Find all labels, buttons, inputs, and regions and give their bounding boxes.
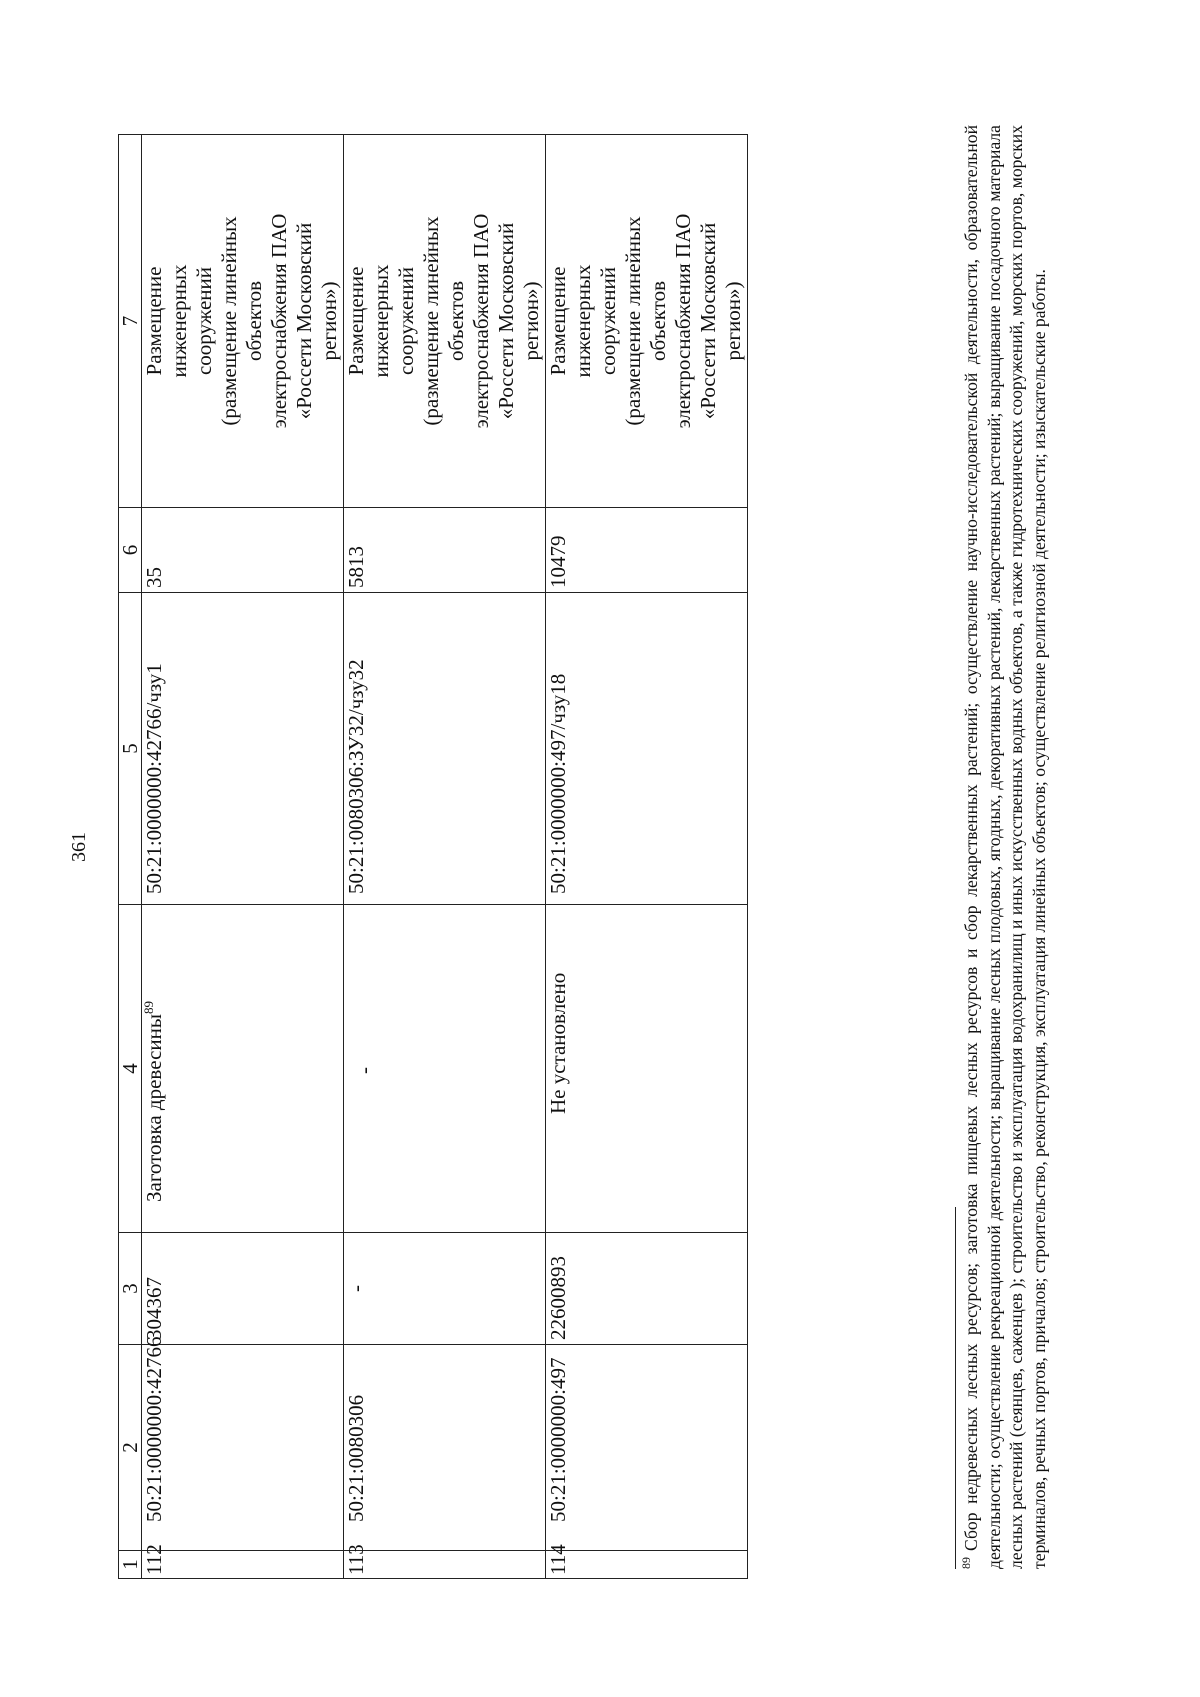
plot-area: -: [344, 1233, 546, 1345]
footnote: [960, 125, 1050, 1569]
purpose-line: регион»): [317, 281, 341, 361]
column-header: 3: [119, 1233, 142, 1345]
purpose-line: инженерных: [369, 264, 393, 378]
purpose-line: электроснабжения ПАО: [671, 213, 695, 429]
row-number: 113: [344, 1551, 546, 1579]
land-plots-table: [118, 134, 748, 1579]
use-type: [344, 905, 546, 1233]
table-header-row: [119, 135, 142, 1579]
purpose-line: электроснабжения ПАО: [267, 213, 291, 429]
column-header: 5: [119, 593, 142, 905]
column-header: 7: [119, 135, 142, 508]
plot-area: 304367: [142, 1233, 344, 1345]
part-number: 50:21:0000000:497/чзу18: [546, 593, 748, 905]
purpose-line: «Россети Московский: [696, 222, 720, 420]
use-type-text: Не установлено: [546, 972, 570, 1114]
footnote-reference: 89: [141, 1001, 156, 1015]
column-header: 2: [119, 1345, 142, 1551]
purpose-line: сооружений: [192, 266, 216, 376]
plot-area: 22600893: [546, 1233, 748, 1345]
purpose-line: электроснабжения ПАО: [469, 213, 493, 429]
purpose-line: сооружений: [394, 266, 418, 376]
part-area: 10479: [546, 508, 748, 593]
part-number: 50:21:0080306:ЗУ32/чзу32: [344, 593, 546, 905]
cadastral-number: 50:21:0000000:42766: [142, 1345, 344, 1551]
purpose: [344, 135, 546, 508]
purpose-line: «Россети Московский: [494, 222, 518, 420]
purpose: [546, 135, 748, 508]
column-header: 4: [119, 905, 142, 1233]
table-row: [142, 135, 344, 1579]
use-type-text: Заготовка древесины: [142, 1014, 166, 1202]
table-row: [546, 135, 748, 1579]
purpose-line: Размещение: [344, 266, 368, 376]
column-header: 1: [119, 1551, 142, 1579]
purpose-line: (размещение линейных: [217, 216, 241, 426]
footnote-text: Сбор недревесных лесных ресурсов; заготовка пищевых лесных ресурсов и сбор лекарственных растений; осуществление научно-исследовательской деятельности, образовательной деятельности; осуществление рекреационной деятельности; выращивание лесных плодовых, ягодных, декоративных растений, лекарственных растений; выращивание посадочного материала лесных растений (сеянцев, саженцев ); строительство и эксплуатация водохранилищ и иных искусственных водных объектов, а также гидротехнических сооружений, морских портов, морских терминалов, речных портов, причалов; строительство, реконструкция, эксплуатация линейных объектов; осуществление религиозной деятельности; изыскательские работы.: [961, 125, 1049, 1569]
footnote-separator: [955, 1207, 956, 1569]
purpose-line: «Россети Московский: [292, 222, 316, 420]
page-number: 361: [68, 832, 90, 862]
purpose: [142, 135, 344, 508]
footnote-marker: 89: [959, 1557, 974, 1569]
purpose-line: регион»): [721, 281, 745, 361]
purpose-line: регион»): [519, 281, 543, 361]
purpose-line: (размещение линейных: [621, 216, 645, 426]
purpose-line: Размещение: [546, 266, 570, 376]
purpose-line: инженерных: [167, 264, 191, 378]
row-number: 112: [142, 1551, 344, 1579]
purpose-line: объектов: [444, 280, 468, 362]
cadastral-number: 50:21:0000000:497: [546, 1345, 748, 1551]
column-header: 6: [119, 508, 142, 593]
purpose-line: объектов: [646, 280, 670, 362]
part-area: 35: [142, 508, 344, 593]
purpose-line: инженерных: [571, 264, 595, 378]
table-row: [344, 135, 546, 1579]
row-number: 114: [546, 1551, 748, 1579]
purpose-line: Размещение: [142, 266, 166, 376]
use-type: [142, 905, 344, 1233]
purpose-line: (размещение линейных: [419, 216, 443, 426]
use-type: [546, 905, 748, 1233]
use-type-text: -: [352, 1067, 376, 1074]
part-number: 50:21:0000000:42766/чзу1: [142, 593, 344, 905]
purpose-line: сооружений: [596, 266, 620, 376]
purpose-line: объектов: [242, 280, 266, 362]
part-area: 5813: [344, 508, 546, 593]
cadastral-number: 50:21:0080306: [344, 1345, 546, 1551]
